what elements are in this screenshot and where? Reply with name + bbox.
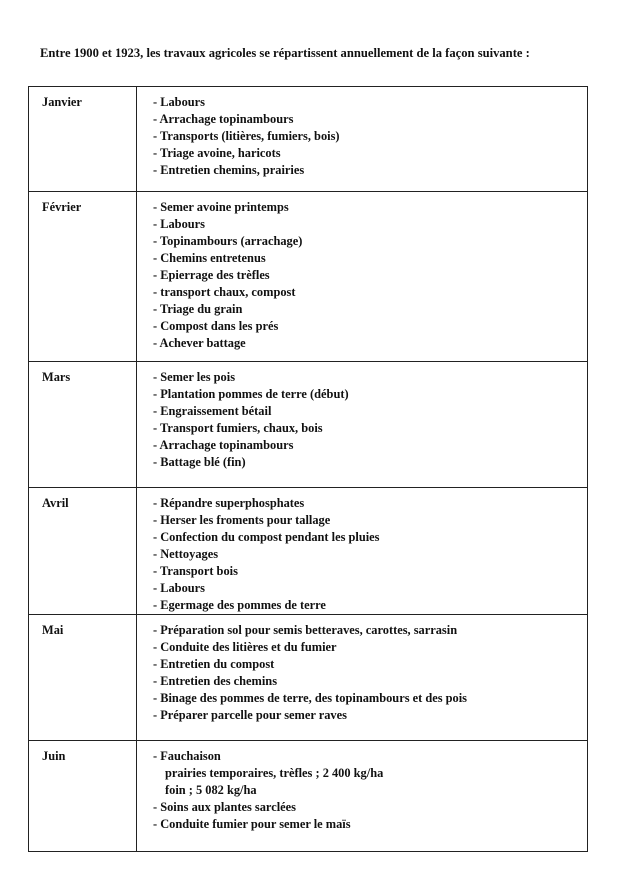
table-row [29,192,588,362]
month-cell: Janvier [29,87,137,192]
table-row [29,615,588,741]
table-row [29,488,588,615]
month-cell: Mars [29,362,137,488]
task-item: - Chemins entretenus [153,251,266,265]
task-item: - Soins aux plantes sarclées [153,800,296,814]
task-item: - Topinambours (arrachage) [153,234,303,248]
month-cell: Avril [29,488,137,615]
task-item: - Battage blé (fin) [153,455,246,469]
task-item: - Transport fumiers, chaux, bois [153,421,323,435]
task-item: - Triage avoine, haricots [153,146,281,160]
task-item: - Labours [153,217,205,231]
month-cell: Mai [29,615,137,741]
task-item: - Labours [153,95,205,109]
task-item: - Semer avoine printemps [153,200,289,214]
task-item: - transport chaux, compost [153,285,296,299]
work-calendar-table [28,86,588,852]
task-item: - Entretien chemins, prairies [153,163,305,177]
table-row [29,87,588,192]
task-item: - Arrachage topinambours [153,438,294,452]
task-item: - Transport bois [153,564,238,578]
task-item: - Entretien du compost [153,657,275,671]
task-item: - Arrachage topinambours [153,112,294,126]
task-item: - Conduite des litières et du fumier [153,640,337,654]
tasks-cell [137,362,588,488]
task-item: - Compost dans les prés [153,319,279,333]
task-item: foin ; 5 082 kg/ha [165,783,257,797]
task-item: - Egermage des pommes de terre [153,598,326,612]
table-row [29,741,588,852]
task-item: - Répandre superphosphates [153,496,305,510]
month-cell: Juin [29,741,137,852]
tasks-cell [137,615,588,741]
tasks-cell [137,192,588,362]
tasks-cell [137,87,588,192]
intro-text: Entre 1900 et 1923, les travaux agricoles se répartissent annuellement de la façon suivante : [40,46,530,60]
task-item: - Fauchaison [153,749,221,763]
task-item: - Transports (litières, fumiers, bois) [153,129,340,143]
task-item: - Confection du compost pendant les pluies [153,530,380,544]
table-row [29,362,588,488]
task-item: - Semer les pois [153,370,236,384]
task-item: - Achever battage [153,336,246,350]
task-item: - Binage des pommes de terre, des topinambours et des pois [153,691,468,705]
task-item: - Entretien des chemins [153,674,278,688]
tasks-cell [137,741,588,852]
task-item: - Triage du grain [153,302,243,316]
task-item: - Préparation sol pour semis betteraves, carottes, sarrasin [153,623,458,637]
task-item: - Herser les froments pour tallage [153,513,331,527]
task-item: prairies temporaires, trèfles ; 2 400 kg/ha [165,766,384,780]
task-item: - Nettoyages [153,547,219,561]
month-cell: Février [29,192,137,362]
tasks-cell [137,488,588,615]
task-item: - Labours [153,581,205,595]
task-item: - Préparer parcelle pour semer raves [153,708,347,722]
task-item: - Plantation pommes de terre (début) [153,387,349,401]
task-item: - Conduite fumier pour semer le maïs [153,817,351,831]
task-item: - Engraissement bétail [153,404,272,418]
task-item: - Epierrage des trèfles [153,268,270,282]
